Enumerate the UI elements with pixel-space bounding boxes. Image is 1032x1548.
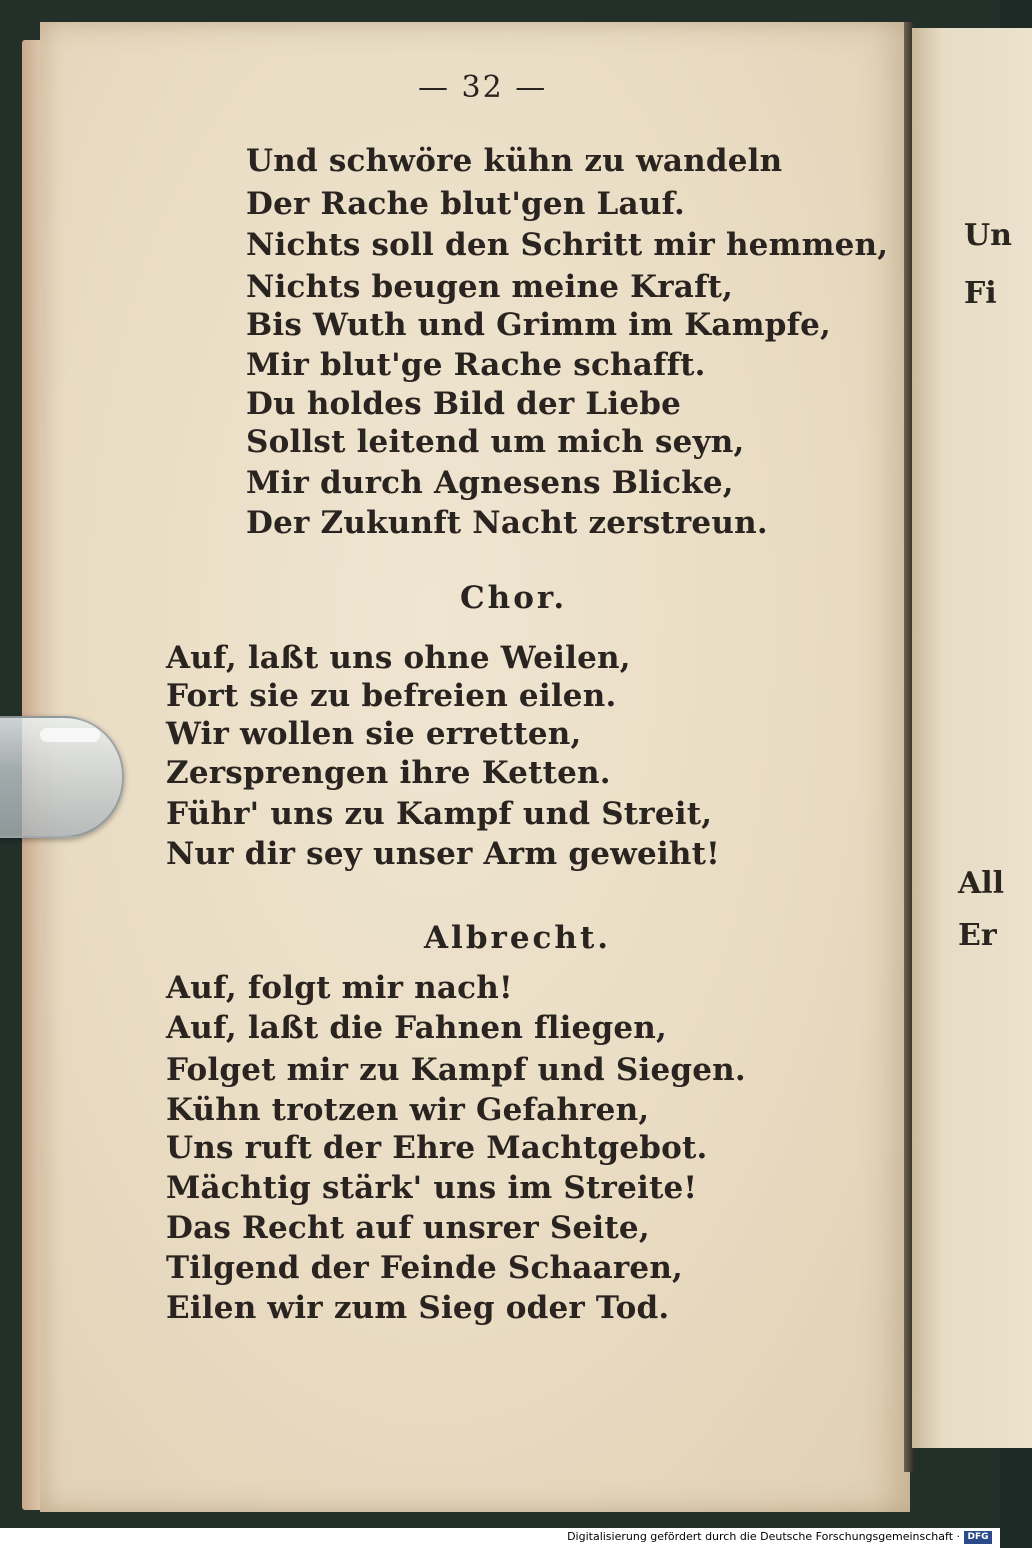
verse-line: Auf, folgt mir nach! bbox=[166, 970, 513, 1006]
page-number: — 32 — bbox=[418, 70, 548, 105]
next-page-text: Er bbox=[958, 918, 997, 953]
verse-line: Nichts beugen meine Kraft, bbox=[246, 269, 734, 305]
verse-line: Wir wollen sie erretten, bbox=[166, 716, 582, 752]
verse-line: Folget mir zu Kampf und Siegen. bbox=[166, 1052, 746, 1088]
verse-line: Mir blut'ge Rache schafft. bbox=[246, 347, 706, 383]
verse-line: Du holdes Bild der Liebe bbox=[246, 386, 682, 422]
verse-line: Fort sie zu befreien eilen. bbox=[166, 678, 617, 714]
verse-line: Auf, laßt die Fahnen fliegen, bbox=[166, 1010, 667, 1046]
verse-line: Auf, laßt uns ohne Weilen, bbox=[166, 640, 631, 676]
page-clip-highlight bbox=[40, 728, 100, 742]
speaker-heading: Albrecht. bbox=[424, 920, 612, 956]
funding-credit: Digitalisierung gefördert durch die Deutsche Forschungsgemeinschaft · bbox=[567, 1530, 960, 1543]
dfg-logo-icon: DFG bbox=[964, 1531, 992, 1544]
verse-line: Sollst leitend um mich seyn, bbox=[246, 424, 745, 460]
speaker-heading: Chor. bbox=[460, 580, 568, 616]
next-page-text: Fi bbox=[964, 276, 997, 311]
verse-line: Mir durch Agnesens Blicke, bbox=[246, 465, 734, 501]
verse-line: Uns ruft der Ehre Machtgebot. bbox=[166, 1130, 708, 1166]
verse-line: Der Zukunft Nacht zerstreun. bbox=[246, 505, 768, 541]
verse-line: Eilen wir zum Sieg oder Tod. bbox=[166, 1290, 670, 1326]
verse-line: Das Recht auf unsrer Seite, bbox=[166, 1210, 650, 1246]
verse-line: Bis Wuth und Grimm im Kampfe, bbox=[246, 307, 832, 343]
verse-line: Nur dir sey unser Arm geweiht! bbox=[166, 836, 720, 872]
verse-line: Der Rache blut'gen Lauf. bbox=[246, 186, 685, 222]
next-page-text: Un bbox=[964, 218, 1012, 253]
verse-line: Und schwöre kühn zu wandeln bbox=[246, 143, 783, 179]
verse-line: Tilgend der Feinde Schaaren, bbox=[166, 1250, 684, 1286]
footer-bar bbox=[0, 1528, 1000, 1548]
next-page-fragment bbox=[912, 28, 1032, 1448]
verse-line: Führ' uns zu Kampf und Streit, bbox=[166, 796, 713, 832]
verse-line: Zersprengen ihre Ketten. bbox=[166, 755, 611, 791]
verse-line: Kühn trotzen wir Gefahren, bbox=[166, 1092, 650, 1128]
verse-line: Mächtig stärk' uns im Streite! bbox=[166, 1170, 698, 1206]
next-page-text: All bbox=[958, 866, 1005, 901]
verse-line: Nichts soll den Schritt mir hemmen, bbox=[246, 227, 889, 263]
